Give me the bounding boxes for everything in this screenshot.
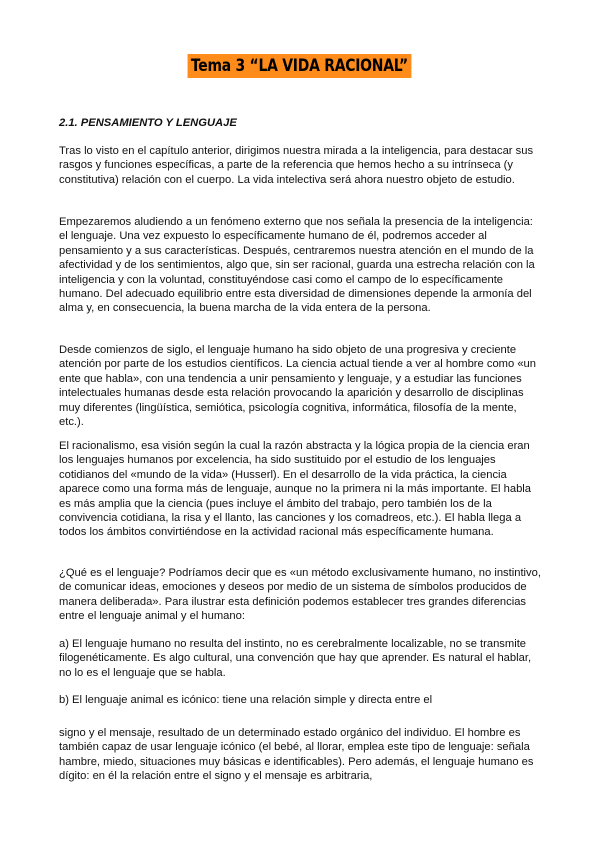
paragraph: ¿Qué es el lenguaje? Podríamos decir que es «un método exclusivamente humano, no instintivo, de comunicar ideas, emociones y deseos por medio de un sistema de símbolos producidos de manera deliberada». Para ilustrar esta definición podemos establecer tres grandes diferencias entre el lenguaje animal y el humano: [59, 567, 541, 623]
paragraph-continuation: signo y el mensaje, resultado de un determinado estado orgánico del individuo. El hombre es también capaz de usar lenguaje icónico (el bebé, al llorar, emplea este tipo de lenguaje: señala hambre, miedo, situaciones muy básicas e identificables). Pero además, el lenguaje humano es dígito: en él la relación entre el signo y el mensaje es arbitraria, [59, 727, 534, 783]
paragraph: El racionalismo, esa visión según la cual la razón abstracta y la lógica propia de la ciencia eran los lenguajes humanos por excelencia, ha sido sustituido por el estudio de los lenguajes cotidianos del «mundo de la vida» (Husserl). En el desarrollo de la vida práctica, la ciencia aparece como una forma más de lenguaje, aunque no la primera ni la más importante. El habla es más amplia que la ciencia (pues incluye el ámbito del trabajo, pero también los de la convivencia cotidiana, la risa y el llanto, las canciones y los comadreos, etc.). El habla llega a todos los ámbitos convirtiéndose en la actividad racional más específicamente humana. [59, 440, 532, 539]
section-heading: 2.1. PENSAMIENTO Y LENGUAJE [59, 117, 237, 129]
document-title: Tema 3 “LA VIDA RACIONAL” [188, 54, 412, 78]
paragraph-item-a: a) El lenguaje humano no resulta del instinto, no es cerebralmente localizable, no se transmite filogenéticamente. Es algo cultural, una convención que hay que aprender. Es natural el hablar, no lo es el lenguaje que se habla. [59, 638, 532, 679]
title-container [0, 54, 599, 78]
paragraph: Empezaremos aludiendo a un fenómeno externo que nos señala la presencia de la inteligencia: el lenguaje. Una vez expuesto lo específicamente humano de él, podremos acceder al pensamiento y a sus características. Después, centraremos nuestra atención en el mundo de la afectividad y de los sentimientos, algo que, sin ser racional, guarda una estrecha relación con la inteligencia y con la voluntad, constituyéndose casi como el campo de lo específicamente humano. Del adecuado equilibrio entre esta diversidad de dimensiones depende la armonía del alma y, en consecuencia, la buena marcha de la vida entera de la persona. [59, 216, 535, 315]
paragraph: Desde comienzos de siglo, el lenguaje humano ha sido objeto de una progresiva y creciente atención por parte de los estudios científicos. La ciencia actual tiende a ver al hombre como «un ente que habla», con una tendencia a unir pensamiento y lenguaje, y a estudiar las funciones intelectuales humanas desde esta relación provocando la aparición y desarrollo de disciplinas muy diferentes (lingüística, semiótica, psicología cognitiva, informática, filosofía de la mente, etc.). [59, 344, 536, 429]
paragraph: Tras lo visto en el capítulo anterior, dirigimos nuestra mirada a la inteligencia, para destacar sus rasgos y funciones específicas, a parte de la referencia que hemos hecho a su intrínseca (y constitutiva) relación con el cuerpo. La vida intelectiva será ahora nuestro objeto de estudio. [59, 145, 534, 186]
paragraph-item-b: b) El lenguaje animal es icónico: tiene una relación simple y directa entre el [59, 694, 433, 706]
